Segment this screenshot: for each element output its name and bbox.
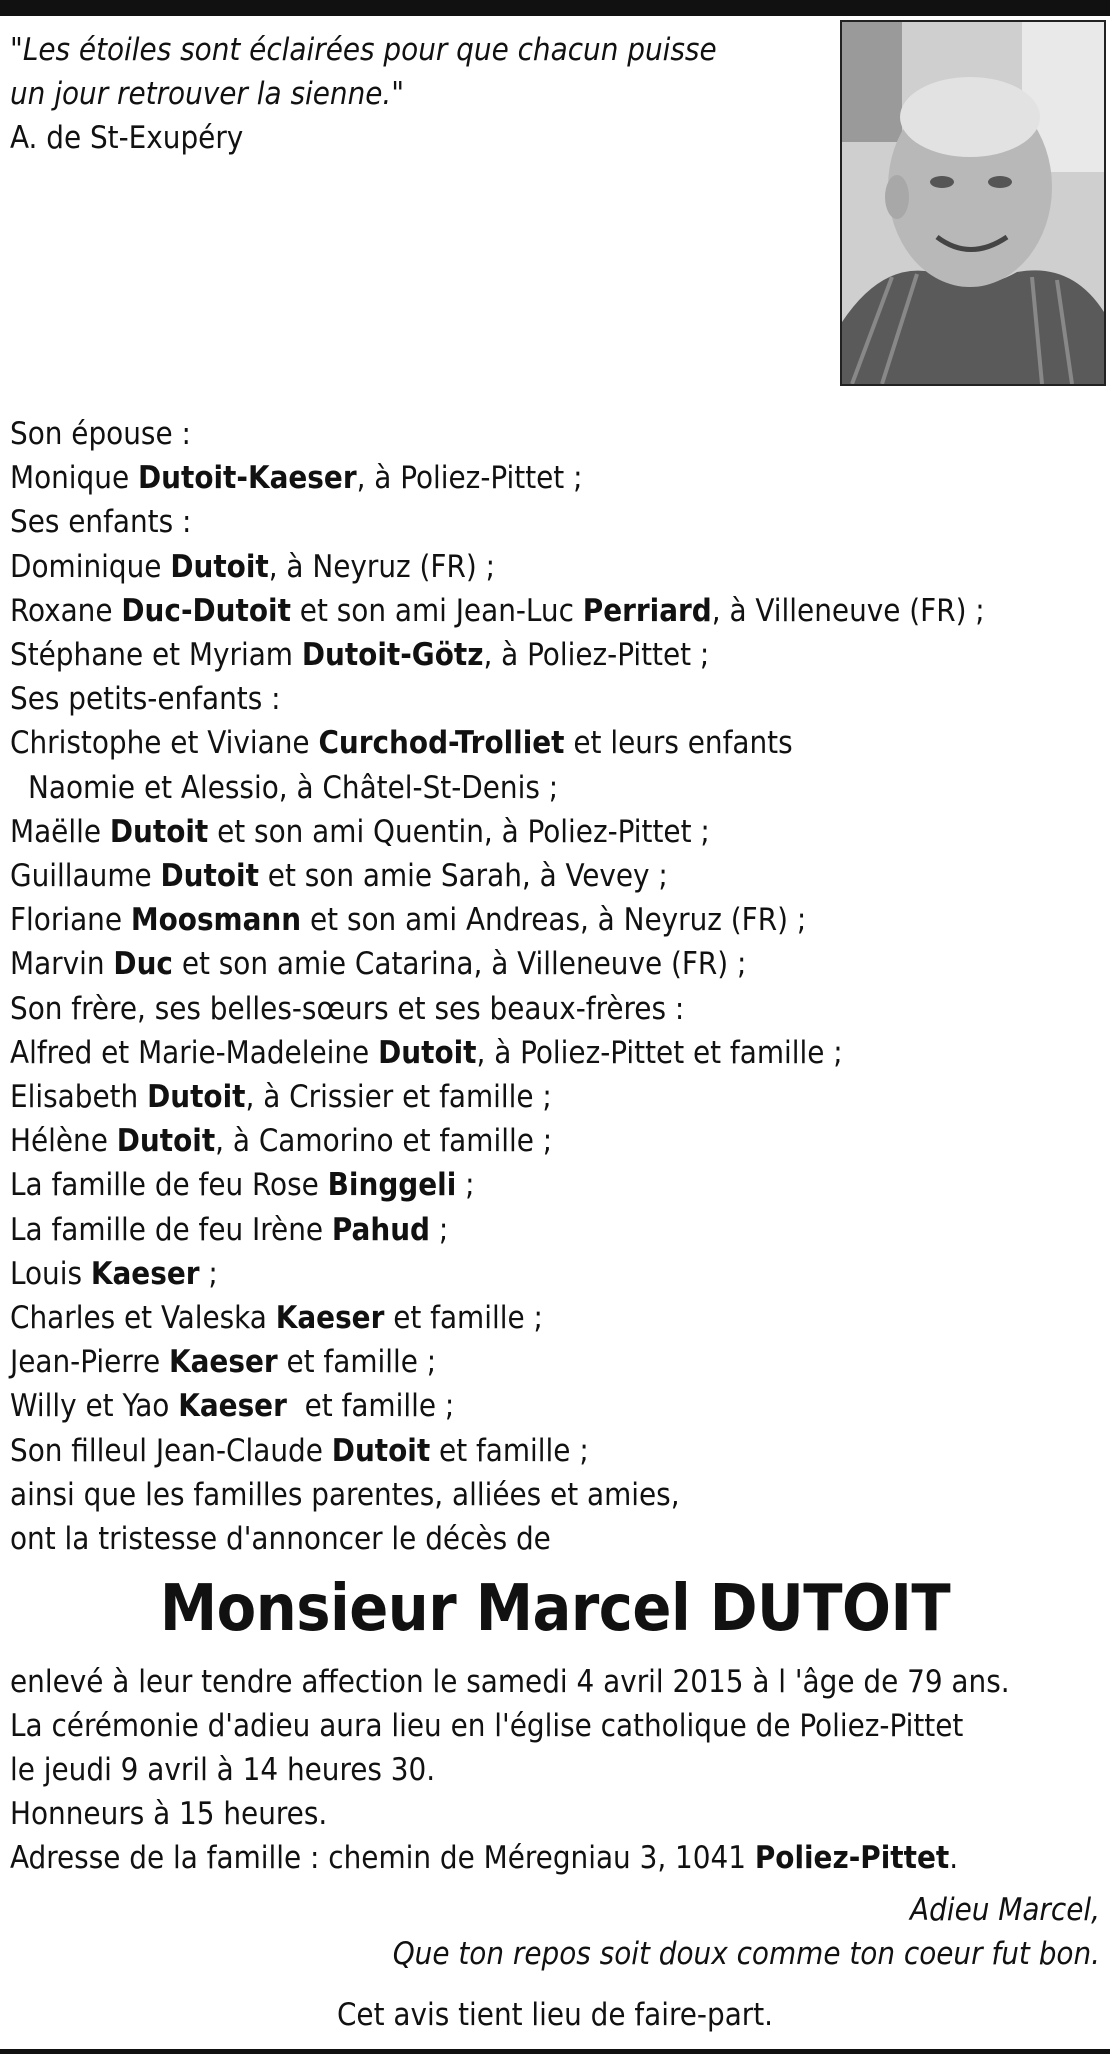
top-rule bbox=[0, 0, 1110, 16]
family-line bbox=[10, 898, 1100, 942]
line-text: et famille ; bbox=[384, 1300, 543, 1337]
family-line bbox=[10, 456, 1100, 500]
surname: Dutoit bbox=[109, 813, 209, 850]
family-line bbox=[10, 1119, 1100, 1163]
line-text: ainsi que les familles parentes, alliées et amies, bbox=[10, 1476, 680, 1513]
surname: Kaeser bbox=[178, 1388, 287, 1425]
family-line bbox=[10, 810, 1100, 854]
family-line bbox=[10, 854, 1100, 898]
line-text: La famille de feu Irène bbox=[10, 1211, 332, 1248]
line-text: le jeudi 9 avril à 14 heures 30. bbox=[10, 1752, 436, 1788]
line-text: Christophe et Viviane bbox=[10, 725, 319, 762]
line-text: et leurs enfants bbox=[564, 725, 793, 762]
surname: Dutoit bbox=[331, 1432, 431, 1469]
details-line bbox=[10, 1660, 1100, 1704]
surname: Dutoit bbox=[147, 1079, 246, 1116]
surname: Dutoit bbox=[378, 1034, 477, 1071]
line-text: enlevé à leur tendre affection le samedi 4 avril 2015 à l 'âge de 79 ans. bbox=[10, 1664, 1010, 1700]
line-text: Monique bbox=[10, 460, 138, 497]
surname: Dutoit bbox=[160, 858, 259, 895]
line-text: La famille de feu Rose bbox=[10, 1167, 328, 1204]
closing-line-2: Que ton repos soit doux comme ton coeur fut bon. bbox=[392, 1936, 1100, 1972]
family-line bbox=[10, 721, 1100, 765]
line-text: , à Poliez-Pittet ; bbox=[483, 637, 710, 674]
line-text: Hélène bbox=[10, 1123, 117, 1160]
surname: Kaeser bbox=[275, 1300, 385, 1337]
closing-verse bbox=[200, 1888, 1100, 1976]
line-text: Dominique bbox=[10, 548, 171, 585]
ceremony-details bbox=[10, 1660, 1100, 1880]
line-text: et famille ; bbox=[277, 1344, 437, 1381]
details-line bbox=[10, 1704, 1100, 1748]
closing-line-1: Adieu Marcel, bbox=[910, 1892, 1100, 1928]
family-line bbox=[10, 987, 1100, 1031]
line-text: . bbox=[949, 1840, 959, 1876]
line-text: Louis bbox=[10, 1255, 91, 1292]
family-line bbox=[10, 412, 1100, 456]
family-line bbox=[10, 677, 1100, 721]
quote-line-1: "Les étoiles sont éclairées pour que chacun puisse bbox=[10, 32, 717, 68]
family-line bbox=[10, 1031, 1100, 1075]
line-text: Charles et Valeska bbox=[10, 1300, 276, 1337]
line-text: Son frère, ses belles-sœurs et ses beaux-frères : bbox=[10, 990, 685, 1027]
line-text: Maëlle bbox=[10, 813, 110, 850]
line-text: ont la tristesse d'annoncer le décès de bbox=[10, 1521, 551, 1558]
family-line bbox=[10, 1208, 1100, 1252]
line-text: Ses petits-enfants : bbox=[10, 681, 281, 718]
line-text: Stéphane et Myriam bbox=[10, 637, 302, 674]
details-line bbox=[10, 1792, 1100, 1836]
surname: Dutoit bbox=[116, 1123, 216, 1160]
line-text: ; bbox=[199, 1255, 218, 1292]
line-text: Elisabeth bbox=[10, 1079, 148, 1116]
line-text: Marvin bbox=[10, 946, 114, 983]
line-text: Honneurs à 15 heures. bbox=[10, 1796, 328, 1832]
surname: Pahud bbox=[331, 1211, 431, 1248]
line-text: ; bbox=[456, 1167, 475, 1204]
announcement-note: Cet avis tient lieu de faire-part. bbox=[336, 1997, 774, 2033]
line-text: et famille ; bbox=[430, 1432, 589, 1469]
family-line bbox=[10, 589, 1100, 633]
family-line bbox=[10, 1163, 1100, 1207]
family-line bbox=[10, 1517, 1100, 1561]
surname: Duc bbox=[113, 946, 173, 983]
surname: Moosmann bbox=[130, 902, 302, 939]
line-text: et son amie Catarina, à Villeneuve (FR) ; bbox=[172, 946, 747, 983]
surname: Poliez-Pittet bbox=[754, 1840, 950, 1876]
line-text: Naomie et Alessio, à Châtel-St-Denis ; bbox=[28, 769, 559, 806]
portrait-image bbox=[842, 22, 1104, 384]
line-text: Jean-Pierre bbox=[10, 1344, 169, 1381]
line-text: Roxane bbox=[10, 592, 122, 629]
surname: Dutoit-Götz bbox=[301, 637, 484, 674]
details-line bbox=[10, 1836, 1100, 1880]
surname: Kaeser bbox=[90, 1255, 200, 1292]
line-text: et son ami Quentin, à Poliez-Pittet ; bbox=[208, 813, 710, 850]
family-line bbox=[10, 1429, 1100, 1473]
family-line bbox=[10, 545, 1100, 589]
family-line bbox=[10, 1296, 1100, 1340]
line-text: , à Poliez-Pittet et famille ; bbox=[476, 1034, 843, 1071]
line-text: , à Villeneuve (FR) ; bbox=[711, 592, 985, 629]
portrait-photo bbox=[840, 20, 1106, 386]
family-line bbox=[10, 942, 1100, 986]
family-line bbox=[10, 633, 1100, 677]
surname: Curchod-Trolliet bbox=[318, 725, 565, 762]
family-line bbox=[10, 1473, 1100, 1517]
family-line bbox=[10, 1252, 1100, 1296]
line-text: , à Camorino et famille ; bbox=[215, 1123, 553, 1160]
surname: Perriard bbox=[582, 592, 712, 629]
line-text: et son amie Sarah, à Vevey ; bbox=[258, 858, 668, 895]
surname: Duc-Dutoit bbox=[121, 592, 291, 629]
line-text: Floriane bbox=[10, 902, 131, 939]
line-text: ; bbox=[430, 1211, 449, 1248]
line-text: et famille ; bbox=[286, 1388, 455, 1425]
line-text: Son épouse : bbox=[10, 416, 191, 452]
family-list bbox=[10, 412, 1100, 1561]
line-text: et son ami Jean-Luc bbox=[290, 592, 583, 629]
line-text: , à Crissier et famille ; bbox=[245, 1079, 552, 1116]
line-text: Adresse de la famille : chemin de Méregniau 3, 1041 bbox=[10, 1840, 755, 1876]
epigraph bbox=[10, 28, 810, 160]
family-line bbox=[10, 1075, 1100, 1119]
line-text: La cérémonie d'adieu aura lieu en l'église catholique de Poliez-Pittet bbox=[10, 1708, 964, 1744]
family-line bbox=[10, 766, 1100, 810]
line-text: Son filleul Jean-Claude bbox=[10, 1432, 332, 1469]
quote-line-2: un jour retrouver la sienne." bbox=[10, 76, 405, 112]
family-line bbox=[10, 500, 1100, 544]
surname: Dutoit bbox=[170, 548, 269, 585]
line-text: Alfred et Marie-Madeleine bbox=[10, 1034, 379, 1071]
surname: Binggeli bbox=[327, 1167, 457, 1204]
details-line bbox=[10, 1748, 1100, 1792]
family-line bbox=[10, 1340, 1100, 1384]
bottom-rule bbox=[0, 2049, 1110, 2054]
surname: Dutoit-Kaeser bbox=[137, 460, 357, 497]
surname: Kaeser bbox=[168, 1344, 278, 1381]
line-text: Guillaume bbox=[10, 858, 161, 895]
family-line bbox=[10, 1384, 1100, 1428]
line-text: Ses enfants : bbox=[10, 504, 192, 541]
line-text: , à Neyruz (FR) ; bbox=[268, 548, 495, 585]
quote-author: A. de St-Exupéry bbox=[10, 120, 244, 156]
line-text: et son ami Andreas, à Neyruz (FR) ; bbox=[301, 902, 807, 939]
line-text: , à Poliez-Pittet ; bbox=[356, 460, 583, 497]
line-text: Willy et Yao bbox=[10, 1388, 179, 1425]
deceased-name: Monsieur Marcel DUTOIT bbox=[159, 1572, 951, 1646]
